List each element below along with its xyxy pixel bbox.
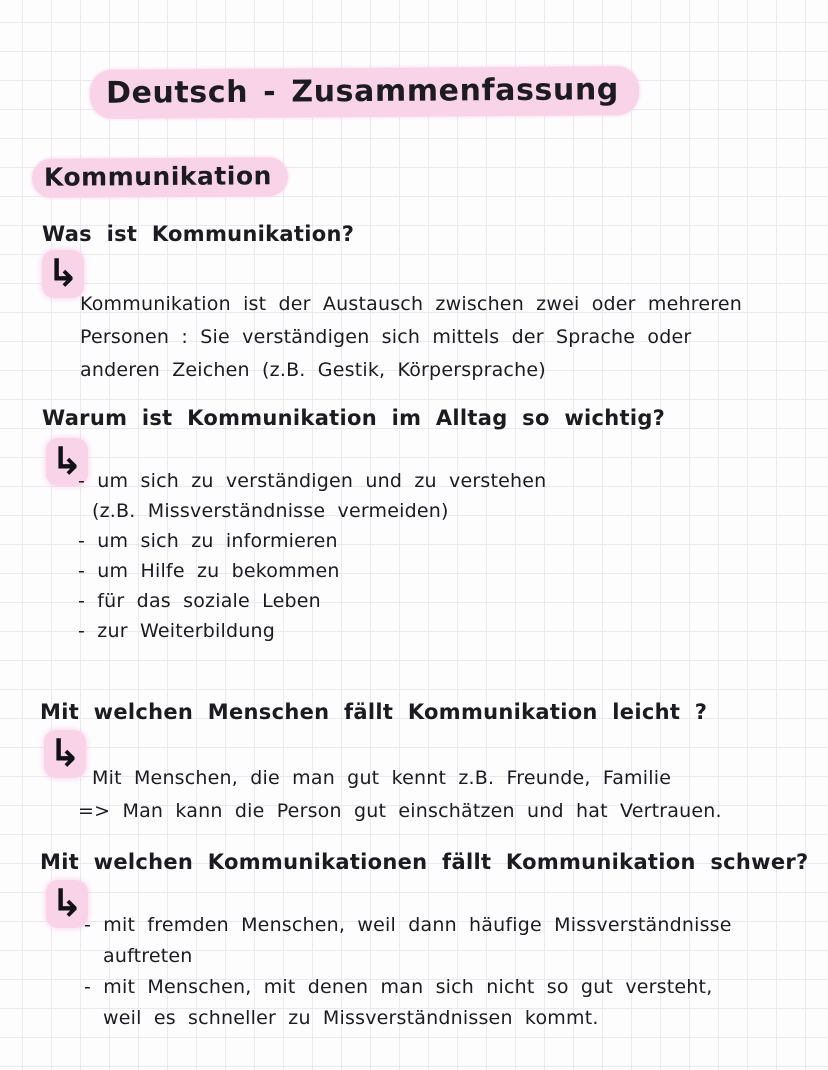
question-kommunikation-schwer: Mit welchen Kommunikationen fällt Kommunikation schwer? [40,850,809,874]
handwritten-line: - für das soziale Leben [78,590,321,612]
handwritten-line: weil es schneller zu Missverständnissen kommt. [103,1007,599,1029]
branch-arrow-glyph: ↳ [46,438,88,486]
branch-arrow-icon [42,251,84,295]
handwritten-line: Kommunikation ist der Austausch zwischen zwei oder mehreren [80,293,742,315]
handwritten-line: Personen : Sie verständigen sich mittels der Sprache oder [80,326,692,348]
answer-kommunikation-leicht [78,762,722,828]
branch-arrow-glyph: ↳ [44,730,86,778]
answer-kommunikation-schwer [84,910,732,1034]
question-kommunikation-leicht: Mit welchen Menschen fällt Kommunikation leicht ? [40,700,708,724]
handwritten-line: - mit Menschen, mit denen man sich nicht so gut versteht, [84,976,713,998]
answer-was-ist-kommunikation [80,288,742,387]
question-warum-wichtig: Warum ist Kommunikation im Alltag so wichtig? [42,406,666,430]
page-title [90,68,639,117]
handwritten-line: - mit fremden Menschen, weil dann häufige Missverständnisse [84,914,732,936]
branch-arrow-glyph: ↳ [46,880,88,928]
branch-arrow-glyph: ↳ [42,250,84,298]
page-title-text: Deutsch - Zusammenfassung [90,66,639,119]
handwritten-line: Mit Menschen, die man gut kennt z.B. Freunde, Familie [92,767,672,789]
handwritten-line: - um Hilfe zu bekommen [78,560,340,582]
handwritten-line: - zur Weiterbildung [78,620,275,642]
handwritten-line: - um sich zu informieren [78,530,338,552]
question-was-ist-kommunikation: Was ist Kommunikation? [42,222,355,246]
handwritten-line: auftreten [103,945,193,967]
handwritten-line: - um sich zu verständigen und zu verstehen [78,470,547,492]
topic-heading-text: Kommunikation [32,157,288,198]
answer-warum-wichtig [78,466,546,646]
handwritten-line: (z.B. Missverständnisse vermeiden) [92,500,449,522]
handwritten-line: anderen Zeichen (z.B. Gestik, Körpersprache) [80,359,546,381]
topic-heading [32,158,288,197]
handwritten-line: => Man kann die Person gut einschätzen und hat Vertrauen. [78,800,722,822]
branch-arrow-icon [46,881,88,925]
